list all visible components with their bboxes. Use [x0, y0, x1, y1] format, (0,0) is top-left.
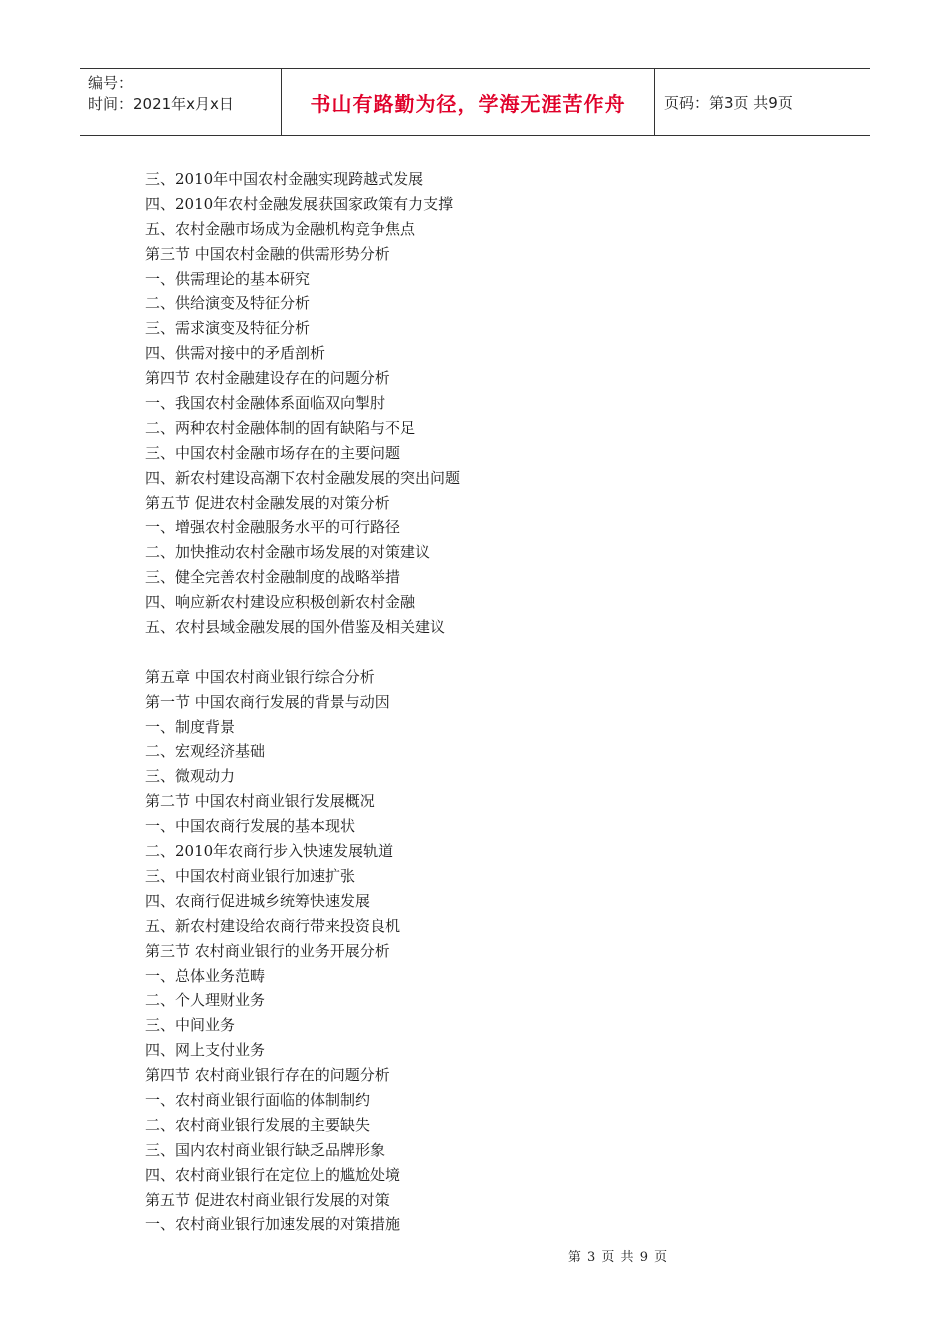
toc-entry: 五、新农村建设给农商行带来投资良机 — [145, 916, 401, 935]
toc-entry: 三、国内农村商业银行缺乏品牌形象 — [145, 1140, 386, 1159]
toc-entry: 二、两种农村金融体制的固有缺陷与不足 — [145, 418, 416, 437]
toc-entry: 五、农村金融市场成为金融机构竞争焦点 — [145, 219, 416, 238]
toc-entry: 四、农村商业银行在定位上的尴尬处境 — [145, 1165, 401, 1184]
toc-entry: 一、总体业务范畴 — [145, 966, 266, 985]
toc-entry: 四、农商行促进城乡统筹快速发展 — [145, 891, 371, 910]
toc-entry: 五、农村县域金融发展的国外借鉴及相关建议 — [145, 618, 446, 637]
toc-entry: 二、宏观经济基础 — [145, 742, 266, 761]
toc-entry: 四、2010年农村金融发展获国家政策有力支撑 — [145, 194, 454, 213]
toc-entry: 三、中国农村金融市场存在的主要问题 — [145, 443, 401, 462]
footer-page-number: 第 3 页 共 9 页 — [567, 1250, 669, 1265]
toc-entry: 一、农村商业银行加速发展的对策措施 — [145, 1215, 401, 1234]
toc-entry: 四、供需对接中的矛盾剖析 — [145, 344, 326, 363]
toc-entry: 三、需求演变及特征分析 — [145, 319, 311, 338]
toc-entry: 三、2010年中国农村金融实现跨越式发展 — [145, 170, 424, 188]
toc-entry: 二、供给演变及特征分析 — [145, 294, 311, 313]
toc-entry: 四、新农村建设高潮下农村金融发展的突出问题 — [145, 468, 461, 487]
document-number-label: 编号： — [88, 74, 134, 92]
toc-entry: 三、微观动力 — [145, 767, 236, 786]
header-motto: 书山有路勤为径，学海无涯苦作舟 — [282, 69, 655, 135]
toc-entry: 第三节 中国农村金融的供需形势分析 — [145, 244, 390, 263]
toc-entry: 一、中国农商行发展的基本现状 — [145, 817, 356, 836]
toc-entry: 二、农村商业银行发展的主要缺失 — [145, 1115, 371, 1134]
toc-entry: 第一节 中国农商行发展的背景与动因 — [145, 692, 390, 711]
toc-entry: 三、中间业务 — [145, 1016, 236, 1035]
toc-entry: 一、农村商业银行面临的体制制约 — [145, 1090, 371, 1109]
toc-entry: 三、中国农村商业银行加速扩张 — [145, 866, 356, 885]
toc-entry: 第五章 中国农村商业银行综合分析 — [145, 667, 375, 686]
header-page-label: 页码：第3页 共9页 — [664, 93, 793, 112]
document-time-label: 时间：2021年x月x日 — [88, 95, 234, 113]
toc-entry: 第四节 农村金融建设存在的问题分析 — [145, 369, 390, 388]
toc-entry: 三、健全完善农村金融制度的战略举措 — [145, 568, 401, 587]
toc-entry: 第三节 农村商业银行的业务开展分析 — [145, 941, 390, 960]
page-footer — [0, 1246, 950, 1265]
toc-entry: 第五节 促进农村商业银行发展的对策 — [145, 1190, 390, 1209]
toc-entry: 一、增强农村金融服务水平的可行路径 — [145, 518, 401, 537]
toc-entry: 一、我国农村金融体系面临双向掣肘 — [145, 394, 386, 413]
toc-entry: 一、供需理论的基本研究 — [145, 269, 311, 288]
toc-entry: 第五节 促进农村金融发展的对策分析 — [145, 493, 390, 512]
table-of-contents — [145, 167, 745, 1237]
toc-entry: 四、网上支付业务 — [145, 1041, 266, 1060]
page-header — [80, 68, 870, 136]
toc-entry: 四、响应新农村建设应积极创新农村金融 — [145, 593, 416, 612]
toc-entry: 二、2010年农商行步入快速发展轨道 — [145, 842, 394, 861]
toc-entry: 二、个人理财业务 — [145, 991, 266, 1010]
toc-spacer — [145, 640, 745, 665]
toc-entry: 二、加快推动农村金融市场发展的对策建议 — [145, 543, 431, 562]
toc-entry: 一、制度背景 — [145, 717, 236, 736]
header-meta-cell — [80, 69, 282, 135]
toc-entry: 第四节 农村商业银行存在的问题分析 — [145, 1066, 390, 1085]
toc-entry: 第二节 中国农村商业银行发展概况 — [145, 792, 375, 811]
